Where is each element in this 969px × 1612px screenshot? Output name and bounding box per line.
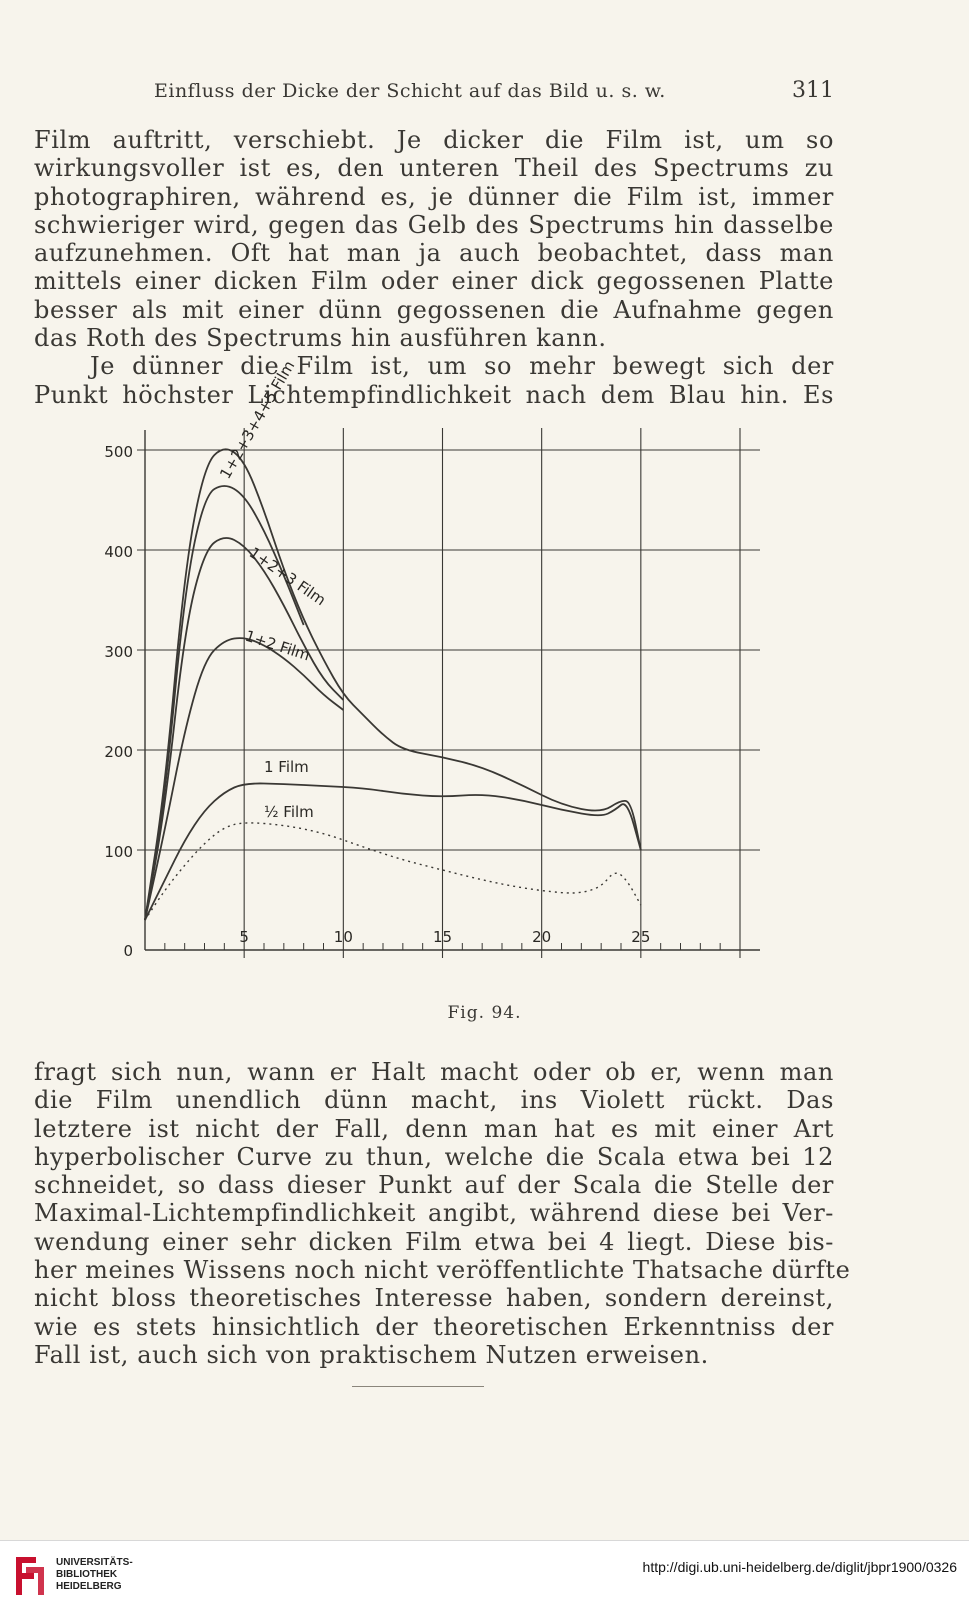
library-name-line: BIBLIOTHEK bbox=[56, 1569, 118, 1580]
running-head: Einfluss der Dicke der Schicht auf das Bild u. s. w. bbox=[154, 80, 666, 102]
text-line: mittels einer dicken Film oder einer dick gegossenen Platte bbox=[34, 267, 834, 296]
curve-label: 1 Film bbox=[264, 758, 309, 776]
paragraph-bottom bbox=[34, 1058, 851, 1369]
text-line: Je dünner die Film ist, um so mehr bewegt sich der bbox=[90, 352, 834, 381]
text-line: Film auftritt, verschiebt. Je dicker die Film ist, um so bbox=[34, 126, 834, 154]
figure-caption: Fig. 94. bbox=[447, 1003, 522, 1023]
text-line: aufzunehmen. Oft hat man ja auch beobachtet, dass man bbox=[34, 239, 834, 268]
digitization-footer bbox=[0, 1540, 969, 1612]
library-name-line: HEIDELBERG bbox=[56, 1581, 122, 1592]
x-tick-label: 25 bbox=[631, 928, 651, 946]
permalink-url[interactable]: http://digi.ub.uni-heidelberg.de/diglit/jbpr1900/0326 bbox=[642, 1559, 957, 1575]
text-line: her meines Wissens noch nicht veröffentlichte Thatsache dürfte bbox=[34, 1256, 851, 1285]
y-tick-label: 300 bbox=[104, 643, 133, 661]
text-line: wendung einer sehr dicken Film etwa bei 4 liegt. Diese bis- bbox=[34, 1227, 834, 1256]
y-tick-label: 200 bbox=[104, 743, 133, 761]
text-line: schneidet, so dass dieser Punkt auf der Scala die Stelle der bbox=[34, 1171, 834, 1200]
series-line bbox=[145, 823, 641, 920]
text-line: fragt sich nun, wann er Halt macht oder ob er, wenn man bbox=[34, 1058, 834, 1086]
text-line: die Film unendlich dünn macht, ins Violett rückt. Das bbox=[34, 1086, 834, 1115]
end-rule bbox=[352, 1386, 484, 1387]
x-tick-label: 20 bbox=[532, 928, 552, 946]
x-tick-label: 15 bbox=[432, 928, 453, 946]
curve-label: ½ Film bbox=[264, 803, 314, 821]
text-line: das Roth des Spectrums hin ausführen kann. bbox=[34, 324, 607, 353]
text-line: letztere ist nicht der Fall, denn man hat es mit einer Art bbox=[34, 1114, 834, 1143]
curve-label: 1+2+3+4+5 Film bbox=[216, 357, 299, 482]
y-tick-label: 100 bbox=[104, 843, 133, 861]
text-line: wie es stets hinsichtlich der theoretischen Erkenntniss der bbox=[34, 1312, 834, 1341]
y-tick-label: 0 bbox=[123, 942, 133, 960]
series-line bbox=[145, 449, 641, 920]
library-name bbox=[56, 1557, 133, 1593]
y-tick-label: 500 bbox=[104, 443, 133, 461]
x-tick-label: 10 bbox=[333, 928, 353, 946]
page-number: 311 bbox=[792, 78, 834, 103]
text-line: photographiren, während es, je dünner die Film ist, immer bbox=[34, 182, 834, 211]
library-name-line: UNIVERSITÄTS- bbox=[56, 1557, 133, 1568]
page-header bbox=[34, 78, 834, 108]
text-line: hyperbolischer Curve zu thun, welche die Scala etwa bei 12 bbox=[34, 1142, 834, 1171]
text-line: wirkungsvoller ist es, den unteren Theil des Spectrums zu bbox=[34, 154, 834, 183]
text-line: Maximal-Lichtempfindlichkeit angibt, während diese bei Ver- bbox=[34, 1199, 834, 1228]
text-line: schwieriger wird, gegen das Gelb des Spectrums hin dasselbe bbox=[34, 210, 834, 239]
text-line: Fall ist, auch sich von praktischem Nutzen erweisen. bbox=[34, 1340, 709, 1369]
curve-label: 1+2 Film bbox=[242, 626, 313, 665]
series-line bbox=[145, 486, 304, 920]
series-line bbox=[145, 783, 641, 920]
x-tick-label: 5 bbox=[239, 928, 249, 946]
library-logo-icon bbox=[12, 1553, 48, 1599]
curve-label: 1+2+3 Film bbox=[245, 543, 330, 610]
text-line: besser als mit einer dünn gegossenen die Aufnahme gegen bbox=[34, 295, 834, 324]
y-tick-label: 400 bbox=[104, 543, 133, 561]
paragraph-top bbox=[34, 126, 834, 409]
text-line: Punkt höchster Lichtempfindlichkeit nach dem Blau hin. Es bbox=[34, 380, 834, 409]
text-line: nicht bloss theoretisches Interesse haben, sondern dereinst, bbox=[34, 1284, 834, 1313]
